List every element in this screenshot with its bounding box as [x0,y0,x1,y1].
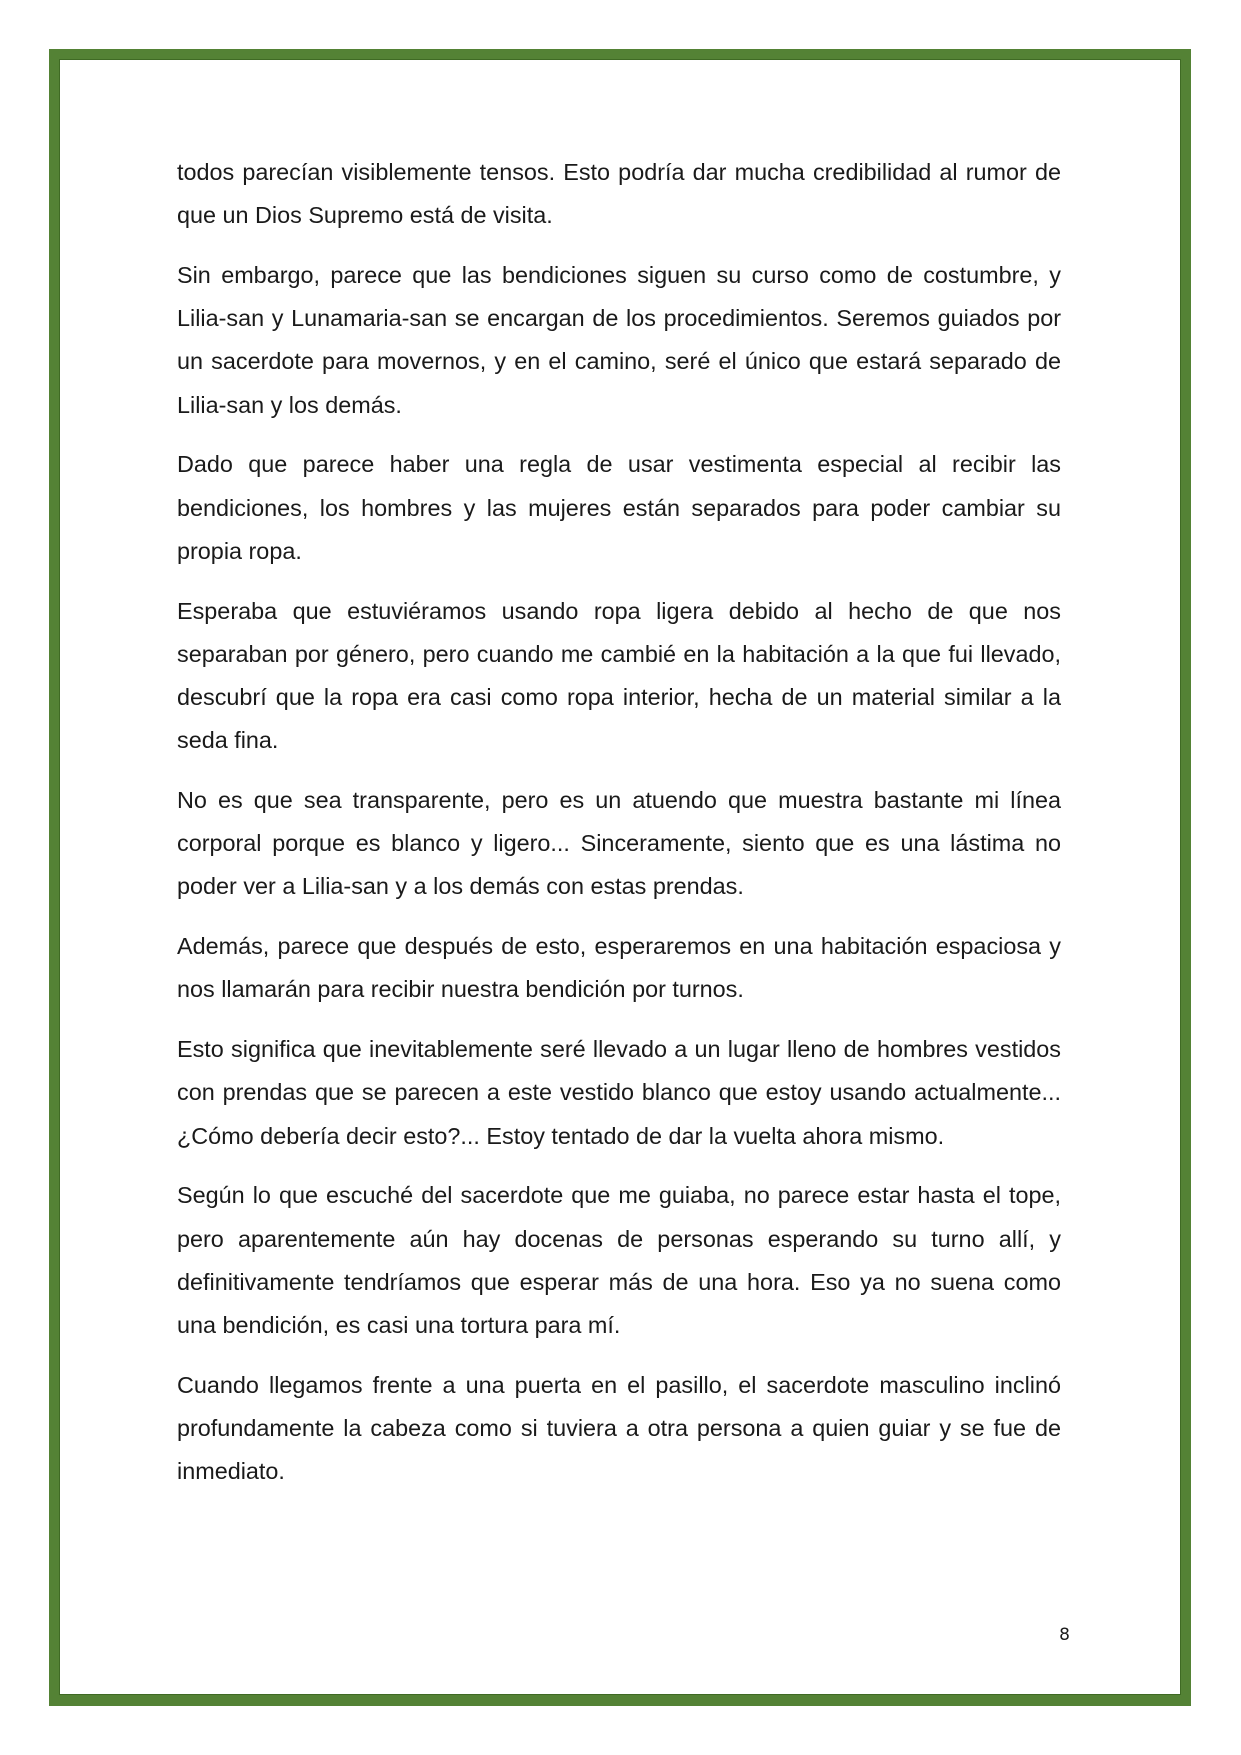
paragraph: No es que sea transparente, pero es un atuendo que muestra bastante mi línea corporal porque es blanco y ligero... Sinceramente, siento que es una lástima no poder ver a Lilia-san y a los demás con estas prendas. [177,787,1061,900]
paragraph: todos parecían visiblemente tensos. Esto podría dar mucha credibilidad al rumor de que un Dios Supremo está de visita. [177,159,1061,229]
paragraph: Además, parece que después de esto, esperaremos en una habitación espaciosa y nos llamarán para recibir nuestra bendición por turnos. [177,933,1061,1003]
page-number: 8 [1059,1625,1070,1645]
paragraph: Esperaba que estuviéramos usando ropa ligera debido al hecho de que nos separaban por género, pero cuando me cambié en la habitación a la que fui llevado, descubrí que la ropa era casi como ropa interior, hecha de un material similar a la seda fina. [177,597,1061,754]
paragraph: Según lo que escuché del sacerdote que me guiaba, no parece estar hasta el tope, pero aparentemente aún hay docenas de personas esperando su turno allí, y definitivamente tendríamos que esperar más de una hora. Eso ya no suena como una bendición, es casi una tortura para mí. [177,1182,1061,1339]
paragraph: Dado que parece haber una regla de usar vestimenta especial al recibir las bendiciones, los hombres y las mujeres están separados para poder cambiar su propia ropa. [177,451,1061,564]
paragraph: Sin embargo, parece que las bendiciones siguen su curso como de costumbre, y Lilia-san y Lunamaria-san se encargan de los procedimientos. Seremos guiados por un sacerdote para movernos, y en el camino, seré el único que estará separado de Lilia-san y los demás. [177,262,1061,418]
document-body [177,151,1061,1510]
paragraph: Cuando llegamos frente a una puerta en el pasillo, el sacerdote masculino inclinó profundamente la cabeza como si tuviera a otra persona a quien guiar y se fue de inmediato. [177,1371,1061,1485]
paragraph: Esto significa que inevitablemente seré llevado a un lugar lleno de hombres vestidos con prendas que se parecen a este vestido blanco que estoy usando actualmente... ¿Cómo debería decir esto?... Estoy tentado de dar la vuelta ahora mismo. [177,1036,1061,1149]
